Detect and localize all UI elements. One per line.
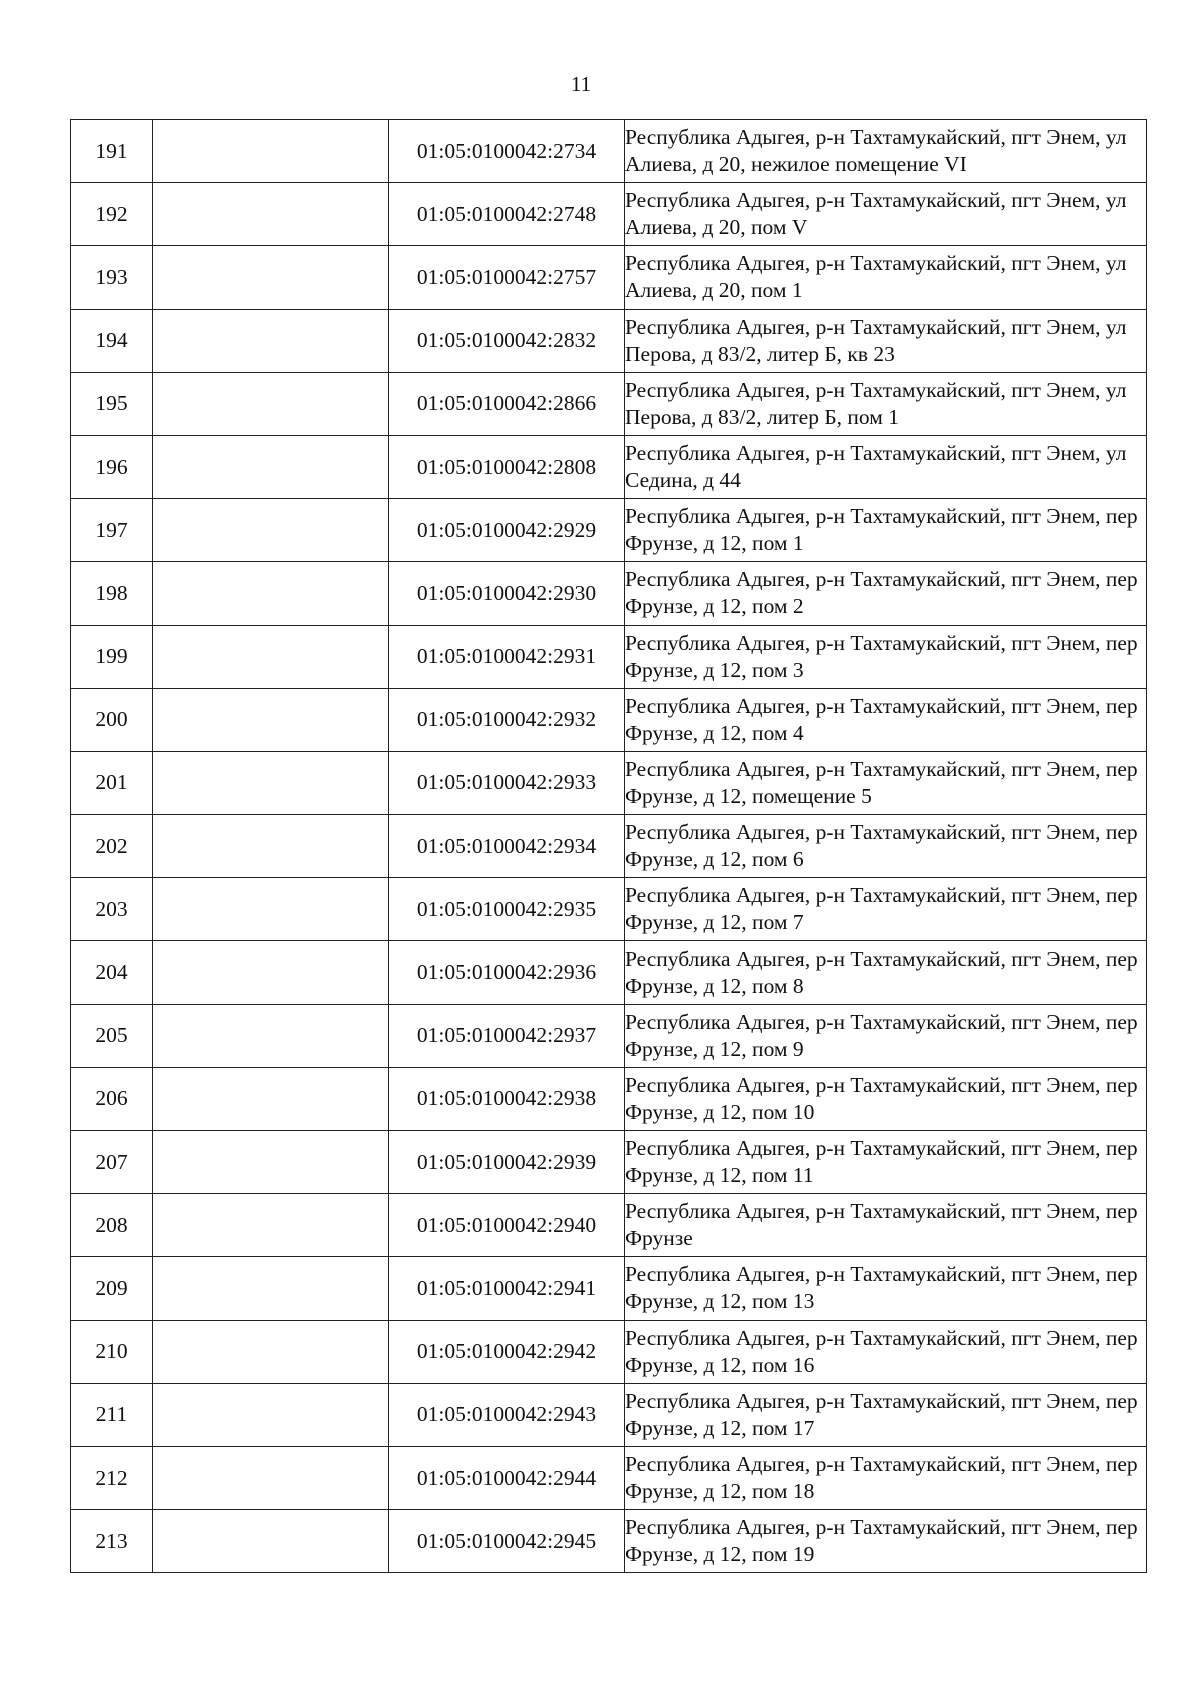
empty-cell [153, 878, 389, 941]
table-row [71, 309, 1147, 372]
table-row [71, 372, 1147, 435]
empty-cell [153, 1004, 389, 1067]
table-row [71, 625, 1147, 688]
table-row [71, 941, 1147, 1004]
row-number-cell: 209 [71, 1257, 153, 1320]
address-cell: Республика Адыгея, р-н Тахтамукайский, пгт Энем, пер Фрунзе, д 12, пом 3 [625, 625, 1147, 688]
table-row [71, 1194, 1147, 1257]
row-number-cell: 193 [71, 246, 153, 309]
row-number-cell: 201 [71, 751, 153, 814]
address-cell: Республика Адыгея, р-н Тахтамукайский, пгт Энем, пер Фрунзе, д 12, пом 2 [625, 562, 1147, 625]
cadastral-number-cell: 01:05:0100042:2940 [389, 1194, 625, 1257]
row-number-cell: 199 [71, 625, 153, 688]
empty-cell [153, 1067, 389, 1130]
empty-cell [153, 815, 389, 878]
row-number-cell: 208 [71, 1194, 153, 1257]
table-row [71, 246, 1147, 309]
empty-cell [153, 120, 389, 183]
table-row [71, 815, 1147, 878]
cadastral-number-cell: 01:05:0100042:2832 [389, 309, 625, 372]
row-number-cell: 196 [71, 435, 153, 498]
address-cell: Республика Адыгея, р-н Тахтамукайский, пгт Энем, пер Фрунзе, д 12, пом 11 [625, 1131, 1147, 1194]
row-number-cell: 200 [71, 688, 153, 751]
address-cell: Республика Адыгея, р-н Тахтамукайский, пгт Энем, пер Фрунзе, д 12, пом 16 [625, 1320, 1147, 1383]
cadastral-number-cell: 01:05:0100042:2748 [389, 183, 625, 246]
empty-cell [153, 183, 389, 246]
cadastral-number-cell: 01:05:0100042:2944 [389, 1446, 625, 1509]
empty-cell [153, 1446, 389, 1509]
row-number-cell: 194 [71, 309, 153, 372]
address-cell: Республика Адыгея, р-н Тахтамукайский, пгт Энем, ул Алиева, д 20, пом V [625, 183, 1147, 246]
empty-cell [153, 246, 389, 309]
row-number-cell: 191 [71, 120, 153, 183]
row-number-cell: 197 [71, 499, 153, 562]
cadastral-number-cell: 01:05:0100042:2931 [389, 625, 625, 688]
empty-cell [153, 688, 389, 751]
empty-cell [153, 1510, 389, 1573]
row-number-cell: 207 [71, 1131, 153, 1194]
cadastral-number-cell: 01:05:0100042:2942 [389, 1320, 625, 1383]
table-row [71, 1320, 1147, 1383]
row-number-cell: 195 [71, 372, 153, 435]
empty-cell [153, 1320, 389, 1383]
address-cell: Республика Адыгея, р-н Тахтамукайский, пгт Энем, пер Фрунзе, д 12, пом 18 [625, 1446, 1147, 1509]
table-row [71, 1446, 1147, 1509]
empty-cell [153, 941, 389, 1004]
cadastral-number-cell: 01:05:0100042:2757 [389, 246, 625, 309]
row-number-cell: 205 [71, 1004, 153, 1067]
table-row [71, 435, 1147, 498]
cadastral-number-cell: 01:05:0100042:2939 [389, 1131, 625, 1194]
table-row [71, 1131, 1147, 1194]
empty-cell [153, 435, 389, 498]
empty-cell [153, 1383, 389, 1446]
address-cell: Республика Адыгея, р-н Тахтамукайский, пгт Энем, пер Фрунзе, д 12, пом 6 [625, 815, 1147, 878]
cadastral-number-cell: 01:05:0100042:2808 [389, 435, 625, 498]
address-cell: Республика Адыгея, р-н Тахтамукайский, пгт Энем, пер Фрунзе, д 12, пом 8 [625, 941, 1147, 1004]
table-row [71, 1510, 1147, 1573]
empty-cell [153, 1131, 389, 1194]
empty-cell [153, 1257, 389, 1320]
cadastral-number-cell: 01:05:0100042:2943 [389, 1383, 625, 1446]
table-row [71, 120, 1147, 183]
address-cell: Республика Адыгея, р-н Тахтамукайский, пгт Энем, ул Перова, д 83/2, литер Б, пом 1 [625, 372, 1147, 435]
empty-cell [153, 751, 389, 814]
cadastral-number-cell: 01:05:0100042:2941 [389, 1257, 625, 1320]
empty-cell [153, 372, 389, 435]
row-number-cell: 213 [71, 1510, 153, 1573]
cadastral-number-cell: 01:05:0100042:2930 [389, 562, 625, 625]
cadastral-number-cell: 01:05:0100042:2929 [389, 499, 625, 562]
empty-cell [153, 309, 389, 372]
row-number-cell: 212 [71, 1446, 153, 1509]
table-row [71, 1004, 1147, 1067]
cadastral-number-cell: 01:05:0100042:2734 [389, 120, 625, 183]
row-number-cell: 211 [71, 1383, 153, 1446]
address-cell: Республика Адыгея, р-н Тахтамукайский, пгт Энем, пер Фрунзе, д 12, пом 7 [625, 878, 1147, 941]
cadastral-number-cell: 01:05:0100042:2945 [389, 1510, 625, 1573]
empty-cell [153, 625, 389, 688]
cadastral-number-cell: 01:05:0100042:2935 [389, 878, 625, 941]
row-number-cell: 202 [71, 815, 153, 878]
address-cell: Республика Адыгея, р-н Тахтамукайский, пгт Энем, ул Алиева, д 20, пом 1 [625, 246, 1147, 309]
table-row [71, 1067, 1147, 1130]
address-cell: Республика Адыгея, р-н Тахтамукайский, пгт Энем, пер Фрунзе, д 12, пом 19 [625, 1510, 1147, 1573]
address-cell: Республика Адыгея, р-н Тахтамукайский, пгт Энем, пер Фрунзе, д 12, пом 10 [625, 1067, 1147, 1130]
cadastral-number-cell: 01:05:0100042:2934 [389, 815, 625, 878]
row-number-cell: 206 [71, 1067, 153, 1130]
address-cell: Республика Адыгея, р-н Тахтамукайский, пгт Энем, ул Алиева, д 20, нежилое помещение VI [625, 120, 1147, 183]
empty-cell [153, 1194, 389, 1257]
cadastral-number-cell: 01:05:0100042:2938 [389, 1067, 625, 1130]
address-cell: Республика Адыгея, р-н Тахтамукайский, пгт Энем, ул Перова, д 83/2, литер Б, кв 23 [625, 309, 1147, 372]
table-row [71, 1383, 1147, 1446]
property-registry-table [70, 119, 1147, 1573]
cadastral-number-cell: 01:05:0100042:2936 [389, 941, 625, 1004]
cadastral-number-cell: 01:05:0100042:2932 [389, 688, 625, 751]
table-row [71, 499, 1147, 562]
address-cell: Республика Адыгея, р-н Тахтамукайский, пгт Энем, пер Фрунзе [625, 1194, 1147, 1257]
cadastral-number-cell: 01:05:0100042:2933 [389, 751, 625, 814]
table-row [71, 751, 1147, 814]
table-row [71, 878, 1147, 941]
address-cell: Республика Адыгея, р-н Тахтамукайский, пгт Энем, пер Фрунзе, д 12, пом 9 [625, 1004, 1147, 1067]
row-number-cell: 204 [71, 941, 153, 1004]
address-cell: Республика Адыгея, р-н Тахтамукайский, пгт Энем, пер Фрунзе, д 12, пом 13 [625, 1257, 1147, 1320]
address-cell: Республика Адыгея, р-н Тахтамукайский, пгт Энем, пер Фрунзе, д 12, пом 4 [625, 688, 1147, 751]
table-row [71, 688, 1147, 751]
address-cell: Республика Адыгея, р-н Тахтамукайский, пгт Энем, пер Фрунзе, д 12, пом 1 [625, 499, 1147, 562]
table-row [71, 562, 1147, 625]
cadastral-number-cell: 01:05:0100042:2937 [389, 1004, 625, 1067]
row-number-cell: 210 [71, 1320, 153, 1383]
empty-cell [153, 562, 389, 625]
row-number-cell: 192 [71, 183, 153, 246]
address-cell: Республика Адыгея, р-н Тахтамукайский, пгт Энем, пер Фрунзе, д 12, пом 17 [625, 1383, 1147, 1446]
table-row [71, 1257, 1147, 1320]
row-number-cell: 198 [71, 562, 153, 625]
empty-cell [153, 499, 389, 562]
address-cell: Республика Адыгея, р-н Тахтамукайский, пгт Энем, пер Фрунзе, д 12, помещение 5 [625, 751, 1147, 814]
table-row [71, 183, 1147, 246]
cadastral-number-cell: 01:05:0100042:2866 [389, 372, 625, 435]
table-body [71, 120, 1147, 1573]
page-number: 11 [570, 72, 592, 96]
row-number-cell: 203 [71, 878, 153, 941]
address-cell: Республика Адыгея, р-н Тахтамукайский, пгт Энем, ул Седина, д 44 [625, 435, 1147, 498]
